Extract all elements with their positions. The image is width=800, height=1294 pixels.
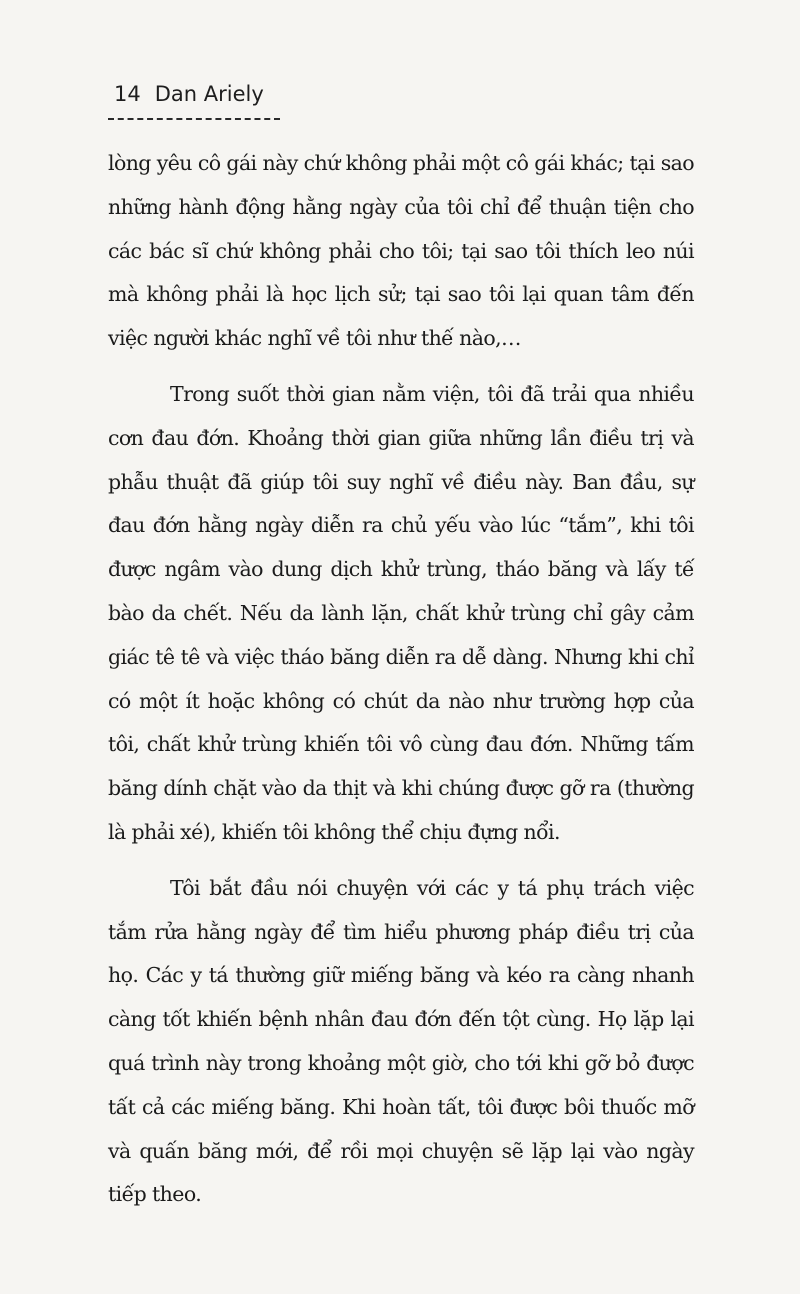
paragraph-3: Tôi bắt đầu nói chuyện với các y tá phụ trách việc tắm rửa hằng ngày để tìm hiểu phương pháp điều trị của họ. Các y tá thường giữ miếng băng và kéo ra càng nhanh càng tốt khiến bệnh nhân đau đớn đến tột cùng. Họ lặp lại quá trình này trong khoảng một giờ, cho tới khi gỡ bỏ được tất cả các miếng băng. Khi hoàn tất, tôi được bôi thuốc mỡ và quấn băng mới, để rồi mọi chuyện sẽ lặp lại vào ngày tiếp theo. xyxy=(108,875,694,1207)
running-header xyxy=(108,78,280,120)
body-text xyxy=(108,142,694,1217)
page-number: 14 xyxy=(114,82,141,106)
paragraph-2: Trong suốt thời gian nằm viện, tôi đã trải qua nhiều cơn đau đớn. Khoảng thời gian giữa những lần điều trị và phẫu thuật đã giúp tôi suy nghĩ về điều này. Ban đầu, sự đau đớn hằng ngày diễn ra chủ yếu vào lúc “tắm”, khi tôi được ngâm vào dung dịch khử trùng, tháo băng và lấy tế bào da chết. Nếu da lành lặn, chất khử trùng chỉ gây cảm giác tê tê và việc tháo băng diễn ra dễ dàng. Nhưng khi chỉ có một ít hoặc không có chút da nào như trường hợp của tôi, chất khử trùng khiến tôi vô cùng đau đớn. Những tấm băng dính chặt vào da thịt và khi chúng được gỡ ra (thường là phải xé), khiến tôi không thể chịu đựng nổi. xyxy=(108,381,694,844)
author-name: Dan Ariely xyxy=(154,82,264,106)
paragraph-1: lòng yêu cô gái này chứ không phải một cô gái khác; tại sao những hành động hằng ngày của tôi chỉ để thuận tiện cho các bác sĩ chứ không phải cho tôi; tại sao tôi thích leo núi mà không phải là học lịch sử; tại sao tôi lại quan tâm đến việc người khác nghĩ về tôi như thế nào,… xyxy=(108,151,694,351)
